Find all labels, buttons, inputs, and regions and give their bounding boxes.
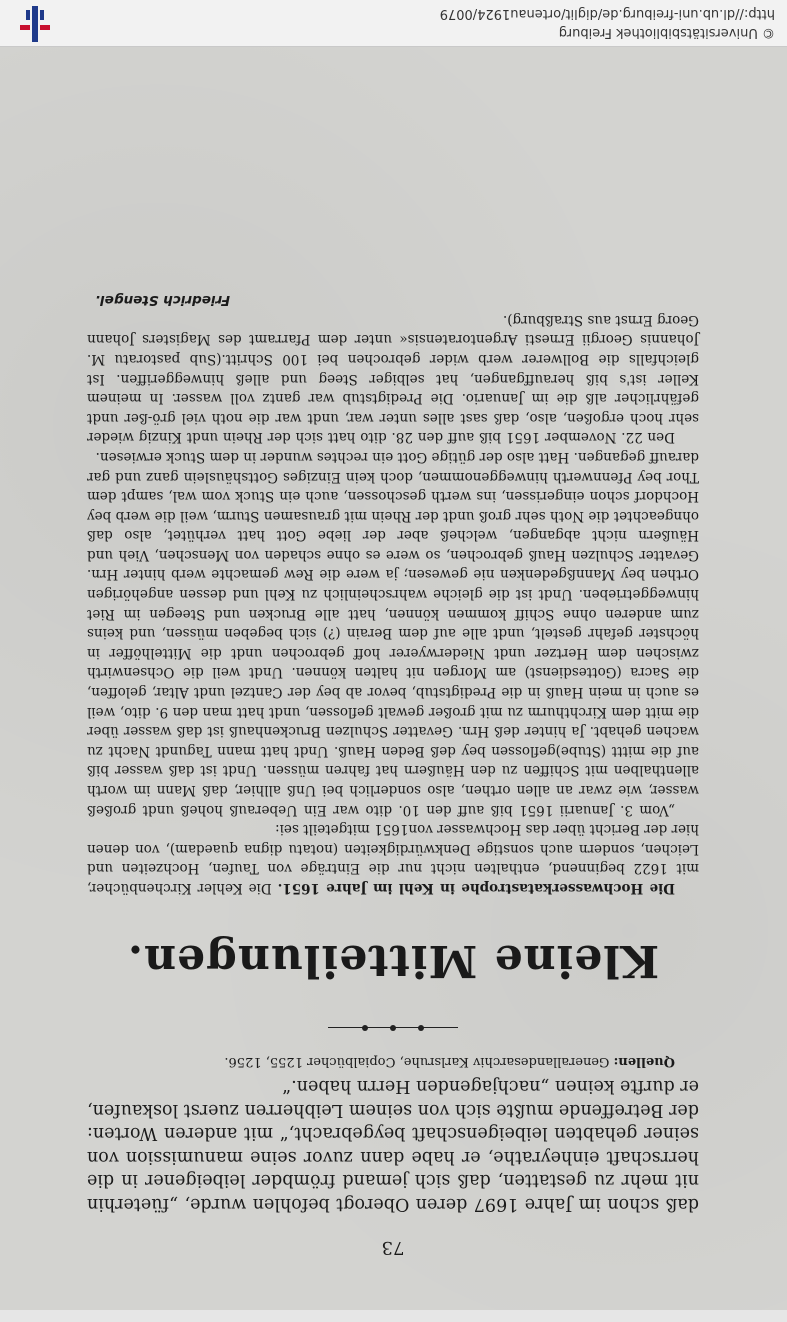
sources-line (87, 1052, 699, 1070)
source-info (440, 4, 775, 42)
scanned-page (0, 46, 787, 1310)
quote-paragraph-1: „Vom 3. Januarii 1651 biß auff den 10. dito war Ein Ueberauß hoheß undt großeß wasser, wie zwar an allen orthen, also sonderlich bei Unß allhier, daß Mann im worth allenthalben mit Schiffen zu den Häußern hat fahren müssen. Undt ist daß wasser biß auf die mittt (Stube)geflossen bey deß Beden Hauß. Undt hatt mann Tagundt Nacht zu wachen gehabt. Ja hinter deß Hrn. Gevatter Schulzen Bruckenhauß ist daß wasser über die mitt dem Kirchthurm zu mit großer gewalt geflossen, undt hatt man den 9. dito, weil es auch in mein Hauß in die Predigtstub, bevor ab bey der Cantzel undt Altar, geloffen, die Sacra (Gottesdienst) am Morgen nit halten können. Undt weil die Ochsenwirth zwischen dem Hertzer undt Niederwyerer hoff gebrochen undt die Mittelhöffer in höchster gefahr gestelt, undt alle auf dem Berain (?) sich begeben müssen, und keins zum anderen ohne Schiff kommen können, hatt alle Brucken und Steegen im Riet hinweggetrieben. Undt ist die gleiche wahrscheinlich zu Kehl und dessen angehörigen Orthen bey Mannßgedenken nie gewesen; ja were die Rew gemachte werb hinter Hrn. Gevatter Schulzen Hauß gebrochen, so were es ohne schaden von Menschen, Vieh und Häußern nicht abgangen, welcheß aber der liebe Gott hatt verhütet, also daß ohngeachtet die Noth sehr groß undt der Rhein mit grausamen Sturm, weil die werb bey Hochdorf schon eingerissen, ins werth geschossen, auch ein Stuck vom wal, sampt dem Thor bey Pfennwerth hinweggenommen, doch kein Einziges Gottshäuslein ganz und gar darauff gegangen. Hatt also der gütige Gott ein rechtes wunder in dem Stuck erwiesen. (87, 448, 699, 818)
sources-text: Generallandesarchiv Karlsruhe, Copialbücher 1255, 1256. (224, 1054, 610, 1069)
divider-dot (418, 1025, 424, 1031)
section-heading: Kleine Mitteilungen. (126, 935, 660, 986)
page-number: 73 (381, 1237, 405, 1258)
quote-paragraph-2: Den 22. November 1651 biß auff den 28. dito hatt sich der Rhein undt Kinzig wieder sehr hoch ergoßen, also, daß sast alles unter war, undt war die noth viel grö-ßer undt gefährlicher alß die im Januario. Die Predigtstub war gantz voll wasser. In meinem Keller ist's biß herauffgangen, hat selbiger Steeg und alleß hinweggeriffen. Ist gleichfalls die Bollwerer werb wider gebrochen bei 100 Schritt.(Sub pastoratu M. Johannis Georgii Ernesti Argentoratensis« unter dem Pfarramt des Magisters Johann Georg Ernst aus Straßburg). (87, 311, 699, 446)
viewer-footer-strip (0, 1310, 787, 1322)
source-url-link[interactable]: http://dl.ub.uni-freiburg.de/diglit/ortenau1924/0079 (439, 6, 775, 21)
section-intro-paragraph (87, 819, 699, 897)
sources-label: Quellen: (613, 1054, 675, 1069)
author-name: Friedrich Stengel. (95, 292, 230, 309)
page-content (87, 292, 699, 1258)
divider-dot (362, 1025, 368, 1031)
intro-paragraph: daß schon im Jahre 1697 deren Oberogt befohlen wurde, „füeterhin nit mehr zu gestatten, daß sich jemand frömbder leibeigener in die herrschaft einheyrathe, er habe dann zuvor seine manumission von seiner gehabten leibeigenschaft beygebracht,“ mit anderen Worten: der Betreffende mußte sich von seinem Leibherren zuerst loskaufen, er durfte keinen „nachjagenden Herrn haben.“ (87, 1076, 699, 1214)
source-bar (0, 0, 787, 47)
section-intro-text: Die Kehler Kirchenbücher, mit 1622 beginnend, enthalten nicht nur die Einträge von Taufen, Hochzeiten und Leichen, sondern auch sonstige Denkwürdigkeiten (notatu digna quaedam), von denen hier der Bericht über das Hochwasser von1651 mitgeteilt sei: (87, 821, 699, 896)
copyright-text: © Universitätsbibliothek Freiburg (558, 25, 775, 40)
divider-dot (390, 1025, 396, 1031)
library-logo-icon (14, 4, 54, 44)
section-divider (328, 1022, 458, 1032)
section-title: Die Hochwasserkatastrophe in Kehl im Jahre 1651. (277, 880, 675, 896)
